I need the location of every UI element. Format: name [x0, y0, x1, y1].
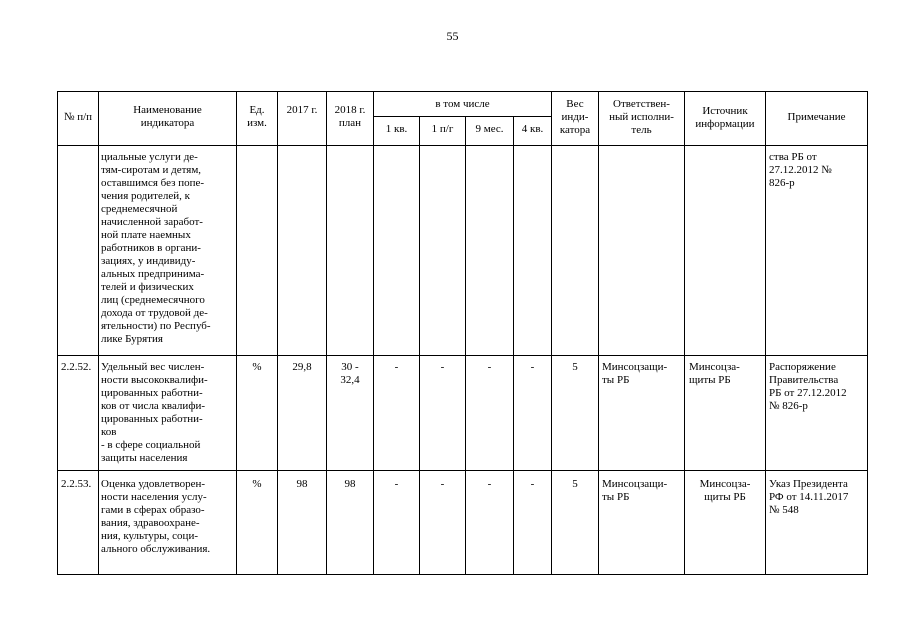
value-9-months: -: [487, 361, 492, 373]
value-2018-plan: 30 - 32,4: [340, 361, 360, 386]
header-q4: 4 кв.: [521, 123, 544, 135]
value-q1: -: [394, 361, 399, 373]
header-bottom-rule: [58, 145, 867, 146]
indicator-name: Оценка удовлетворен- ности населения услу- гами в сферах образо- вания, здравоохране- ния, культуры, соци- ального обслуживания.: [101, 478, 211, 555]
source: Минсоцза- щиты РБ: [689, 361, 740, 386]
row-divider: [58, 470, 867, 471]
subheader-divider: [373, 116, 551, 117]
column-divider: [373, 92, 374, 574]
header-2018-plan: 2018 г. план: [334, 104, 366, 129]
value-h1: -: [440, 361, 445, 373]
row-divider: [58, 355, 867, 356]
header-2017: 2017 г.: [286, 104, 318, 116]
header-unit: Ед. изм.: [247, 104, 267, 129]
header-indicator-name: Наименование индикатора: [133, 104, 202, 129]
source: Минсоцза- щиты РБ: [699, 478, 751, 503]
weight: 5: [572, 478, 578, 490]
column-divider: [551, 92, 552, 574]
header-num: № п/п: [63, 111, 93, 123]
header-responsible: Ответствен- ный исполни- тель: [609, 98, 674, 136]
responsible: Минсоцзащи- ты РБ: [602, 478, 668, 503]
page-number: 55: [446, 29, 459, 43]
header-note: Примечание: [787, 111, 846, 123]
column-divider: [419, 116, 420, 574]
responsible: Минсоцзащи- ты РБ: [602, 361, 668, 386]
value-q4: -: [530, 361, 535, 373]
value-2018-plan: 98: [344, 478, 356, 490]
header-9-months: 9 мес.: [475, 123, 504, 135]
value-q4: -: [530, 478, 535, 490]
weight: 5: [572, 361, 578, 373]
note: Указ Президента РФ от 14.11.2017 № 548: [769, 478, 849, 516]
column-divider: [765, 92, 766, 574]
note: Распоряжение Правительства РБ от 27.12.2012 № 826-р: [769, 361, 847, 412]
note: ства РБ от 27.12.2012 № 826-р: [769, 151, 832, 189]
header-h1: 1 п/г: [431, 123, 454, 135]
header-source: Источник информации: [695, 105, 755, 130]
row-number: 2.2.52.: [61, 361, 92, 373]
header-weight: Вес инди- катора: [559, 98, 591, 136]
value-q1: -: [394, 478, 399, 490]
column-divider: [277, 92, 278, 574]
column-divider: [326, 92, 327, 574]
value-2017: 98: [296, 478, 308, 490]
unit: %: [252, 478, 262, 490]
column-divider: [598, 92, 599, 574]
header-q1: 1 кв.: [385, 123, 408, 135]
indicator-name: циальные услуги де- тям-сиротам и детям, оставшимся без попе- чения родителей, к среднемесячной начисленной заработ- ной плате наемных работников в органи- зациях, у индивиду- альных предпринима- телей и физических лиц (среднемесячного дохода от трудовой де- ятельности) по Респуб- лике Бурятия: [101, 151, 211, 345]
column-divider: [465, 116, 466, 574]
value-9-months: -: [487, 478, 492, 490]
row-number: 2.2.53.: [61, 478, 92, 490]
value-h1: -: [440, 478, 445, 490]
header-including: в том числе: [435, 98, 490, 110]
indicator-name: Удельный вес числен- ности высококвалифи- цированных работни- ков от числа квалифи- цированных работни- ков - в сфере социальной защиты населения: [101, 361, 208, 464]
column-divider: [98, 92, 99, 574]
column-divider: [236, 92, 237, 574]
unit: %: [252, 361, 262, 373]
indicator-table: [57, 91, 868, 575]
column-divider: [513, 116, 514, 574]
value-2017: 29,8: [292, 361, 312, 373]
